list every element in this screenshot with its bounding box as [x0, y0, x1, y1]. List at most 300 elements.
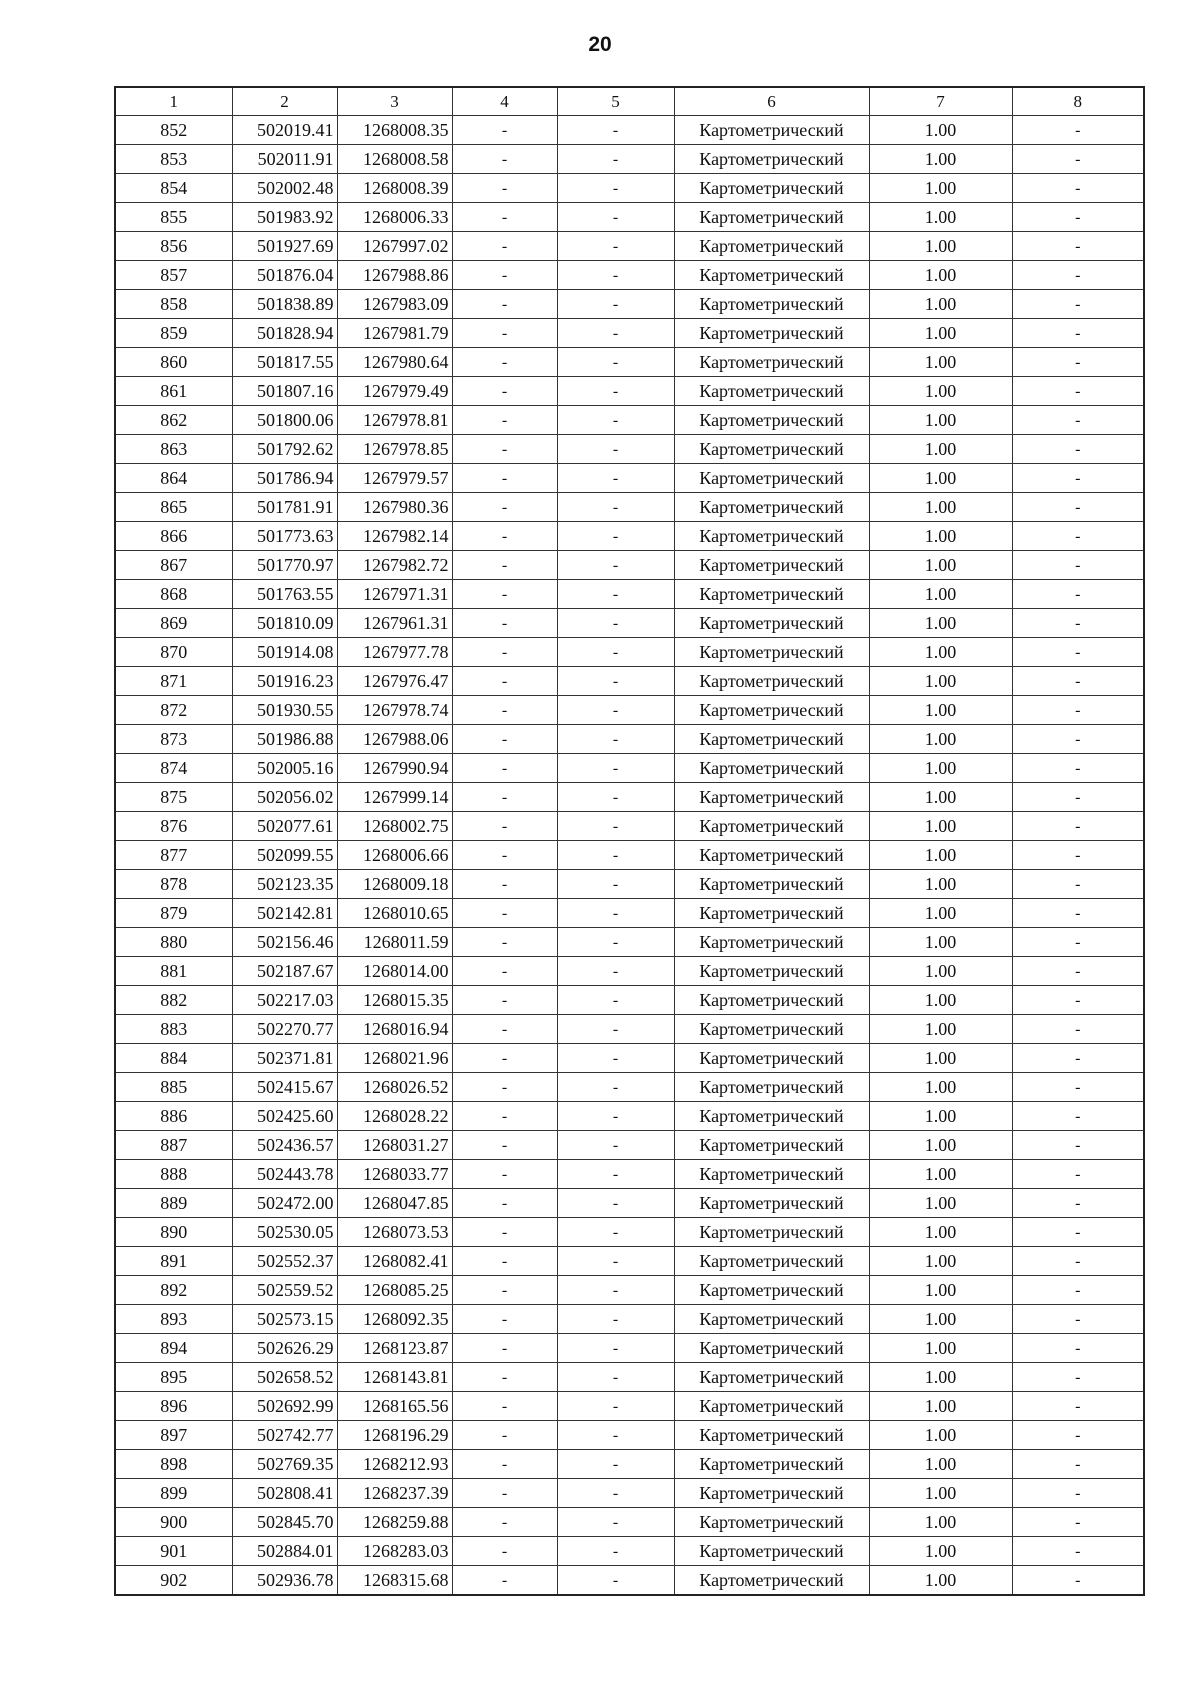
col5-cell: - [557, 1073, 674, 1102]
col5-cell: - [557, 986, 674, 1015]
point-number-cell: 882 [115, 986, 232, 1015]
col4-cell: - [452, 493, 557, 522]
accuracy-cell: 1.00 [869, 1131, 1012, 1160]
col8-cell: - [1012, 493, 1144, 522]
col5-cell: - [557, 116, 674, 145]
accuracy-cell: 1.00 [869, 1073, 1012, 1102]
y-coordinate-cell: 1267982.72 [337, 551, 452, 580]
col8-cell: - [1012, 1305, 1144, 1334]
accuracy-cell: 1.00 [869, 725, 1012, 754]
column-header-7: 7 [869, 87, 1012, 116]
column-header-8: 8 [1012, 87, 1144, 116]
y-coordinate-cell: 1268212.93 [337, 1450, 452, 1479]
col5-cell: - [557, 609, 674, 638]
col5-cell: - [557, 551, 674, 580]
table-row [115, 1392, 1144, 1421]
col5-cell: - [557, 580, 674, 609]
col5-cell: - [557, 1247, 674, 1276]
table-row [115, 1102, 1144, 1131]
point-number-cell: 897 [115, 1421, 232, 1450]
method-cell: Картометрический [674, 1392, 869, 1421]
point-number-cell: 867 [115, 551, 232, 580]
x-coordinate-cell: 502099.55 [232, 841, 337, 870]
col5-cell: - [557, 522, 674, 551]
point-number-cell: 887 [115, 1131, 232, 1160]
column-header-5: 5 [557, 87, 674, 116]
method-cell: Картометрический [674, 899, 869, 928]
accuracy-cell: 1.00 [869, 580, 1012, 609]
col4-cell: - [452, 406, 557, 435]
accuracy-cell: 1.00 [869, 1305, 1012, 1334]
x-coordinate-cell: 501914.08 [232, 638, 337, 667]
method-cell: Картометрический [674, 1015, 869, 1044]
table-row [115, 1218, 1144, 1247]
col4-cell: - [452, 116, 557, 145]
point-number-cell: 894 [115, 1334, 232, 1363]
col5-cell: - [557, 638, 674, 667]
table-row [115, 725, 1144, 754]
table-row [115, 609, 1144, 638]
col4-cell: - [452, 1160, 557, 1189]
method-cell: Картометрический [674, 174, 869, 203]
accuracy-cell: 1.00 [869, 1392, 1012, 1421]
col4-cell: - [452, 754, 557, 783]
point-number-cell: 885 [115, 1073, 232, 1102]
y-coordinate-cell: 1268092.35 [337, 1305, 452, 1334]
x-coordinate-cell: 502658.52 [232, 1363, 337, 1392]
method-cell: Картометрический [674, 1247, 869, 1276]
method-cell: Картометрический [674, 1537, 869, 1566]
accuracy-cell: 1.00 [869, 1450, 1012, 1479]
col5-cell: - [557, 203, 674, 232]
method-cell: Картометрический [674, 1508, 869, 1537]
col5-cell: - [557, 928, 674, 957]
col4-cell: - [452, 580, 557, 609]
accuracy-cell: 1.00 [869, 1189, 1012, 1218]
col8-cell: - [1012, 957, 1144, 986]
accuracy-cell: 1.00 [869, 319, 1012, 348]
x-coordinate-cell: 502692.99 [232, 1392, 337, 1421]
method-cell: Картометрический [674, 435, 869, 464]
point-number-cell: 893 [115, 1305, 232, 1334]
y-coordinate-cell: 1267976.47 [337, 667, 452, 696]
point-number-cell: 879 [115, 899, 232, 928]
y-coordinate-cell: 1267990.94 [337, 754, 452, 783]
accuracy-cell: 1.00 [869, 145, 1012, 174]
y-coordinate-cell: 1267983.09 [337, 290, 452, 319]
col8-cell: - [1012, 1363, 1144, 1392]
col8-cell: - [1012, 1276, 1144, 1305]
point-number-cell: 857 [115, 261, 232, 290]
table-row [115, 1305, 1144, 1334]
col8-cell: - [1012, 1073, 1144, 1102]
accuracy-cell: 1.00 [869, 1334, 1012, 1363]
method-cell: Картометрический [674, 725, 869, 754]
col5-cell: - [557, 1479, 674, 1508]
y-coordinate-cell: 1268237.39 [337, 1479, 452, 1508]
col5-cell: - [557, 435, 674, 464]
method-cell: Картометрический [674, 1044, 869, 1073]
point-number-cell: 856 [115, 232, 232, 261]
y-coordinate-cell: 1267988.86 [337, 261, 452, 290]
x-coordinate-cell: 502425.60 [232, 1102, 337, 1131]
table-header [115, 87, 1144, 116]
point-number-cell: 866 [115, 522, 232, 551]
col4-cell: - [452, 1131, 557, 1160]
y-coordinate-cell: 1268143.81 [337, 1363, 452, 1392]
col4-cell: - [452, 1218, 557, 1247]
col5-cell: - [557, 1392, 674, 1421]
accuracy-cell: 1.00 [869, 1363, 1012, 1392]
col5-cell: - [557, 1450, 674, 1479]
col5-cell: - [557, 812, 674, 841]
column-header-1: 1 [115, 87, 232, 116]
col4-cell: - [452, 174, 557, 203]
accuracy-cell: 1.00 [869, 609, 1012, 638]
col5-cell: - [557, 1305, 674, 1334]
table-row [115, 1363, 1144, 1392]
col4-cell: - [452, 1537, 557, 1566]
y-coordinate-cell: 1267978.85 [337, 435, 452, 464]
method-cell: Картометрический [674, 1479, 869, 1508]
y-coordinate-cell: 1267982.14 [337, 522, 452, 551]
col4-cell: - [452, 638, 557, 667]
accuracy-cell: 1.00 [869, 348, 1012, 377]
x-coordinate-cell: 502156.46 [232, 928, 337, 957]
table-row [115, 1131, 1144, 1160]
point-number-cell: 902 [115, 1566, 232, 1596]
col4-cell: - [452, 1508, 557, 1537]
col4-cell: - [452, 377, 557, 406]
method-cell: Картометрический [674, 957, 869, 986]
point-number-cell: 868 [115, 580, 232, 609]
col5-cell: - [557, 899, 674, 928]
table-row [115, 754, 1144, 783]
x-coordinate-cell: 501983.92 [232, 203, 337, 232]
point-number-cell: 901 [115, 1537, 232, 1566]
col4-cell: - [452, 1073, 557, 1102]
accuracy-cell: 1.00 [869, 1479, 1012, 1508]
method-cell: Картометрический [674, 464, 869, 493]
col5-cell: - [557, 1276, 674, 1305]
col8-cell: - [1012, 754, 1144, 783]
table-row [115, 406, 1144, 435]
point-number-cell: 895 [115, 1363, 232, 1392]
col4-cell: - [452, 261, 557, 290]
col4-cell: - [452, 986, 557, 1015]
col8-cell: - [1012, 899, 1144, 928]
x-coordinate-cell: 502123.35 [232, 870, 337, 899]
point-number-cell: 865 [115, 493, 232, 522]
table-row [115, 377, 1144, 406]
accuracy-cell: 1.00 [869, 957, 1012, 986]
point-number-cell: 890 [115, 1218, 232, 1247]
col5-cell: - [557, 145, 674, 174]
y-coordinate-cell: 1268026.52 [337, 1073, 452, 1102]
col8-cell: - [1012, 145, 1144, 174]
col5-cell: - [557, 290, 674, 319]
y-coordinate-cell: 1268196.29 [337, 1421, 452, 1450]
accuracy-cell: 1.00 [869, 435, 1012, 464]
x-coordinate-cell: 501828.94 [232, 319, 337, 348]
accuracy-cell: 1.00 [869, 522, 1012, 551]
col8-cell: - [1012, 725, 1144, 754]
col4-cell: - [452, 145, 557, 174]
table-row [115, 493, 1144, 522]
point-number-cell: 876 [115, 812, 232, 841]
table-row [115, 580, 1144, 609]
point-number-cell: 855 [115, 203, 232, 232]
y-coordinate-cell: 1268016.94 [337, 1015, 452, 1044]
accuracy-cell: 1.00 [869, 841, 1012, 870]
y-coordinate-cell: 1267979.57 [337, 464, 452, 493]
x-coordinate-cell: 501770.97 [232, 551, 337, 580]
accuracy-cell: 1.00 [869, 783, 1012, 812]
method-cell: Картометрический [674, 812, 869, 841]
col8-cell: - [1012, 1566, 1144, 1596]
point-number-cell: 854 [115, 174, 232, 203]
table-row [115, 1479, 1144, 1508]
x-coordinate-cell: 502559.52 [232, 1276, 337, 1305]
accuracy-cell: 1.00 [869, 174, 1012, 203]
accuracy-cell: 1.00 [869, 1044, 1012, 1073]
col4-cell: - [452, 725, 557, 754]
accuracy-cell: 1.00 [869, 870, 1012, 899]
col5-cell: - [557, 1508, 674, 1537]
accuracy-cell: 1.00 [869, 1247, 1012, 1276]
accuracy-cell: 1.00 [869, 899, 1012, 928]
method-cell: Картометрический [674, 203, 869, 232]
x-coordinate-cell: 501810.09 [232, 609, 337, 638]
col4-cell: - [452, 319, 557, 348]
col4-cell: - [452, 522, 557, 551]
x-coordinate-cell: 502472.00 [232, 1189, 337, 1218]
x-coordinate-cell: 501930.55 [232, 696, 337, 725]
x-coordinate-cell: 501986.88 [232, 725, 337, 754]
x-coordinate-cell: 502552.37 [232, 1247, 337, 1276]
col5-cell: - [557, 319, 674, 348]
x-coordinate-cell: 502436.57 [232, 1131, 337, 1160]
method-cell: Картометрический [674, 145, 869, 174]
col5-cell: - [557, 1015, 674, 1044]
y-coordinate-cell: 1267977.78 [337, 638, 452, 667]
col8-cell: - [1012, 116, 1144, 145]
col5-cell: - [557, 1102, 674, 1131]
x-coordinate-cell: 502884.01 [232, 1537, 337, 1566]
col5-cell: - [557, 696, 674, 725]
x-coordinate-cell: 502742.77 [232, 1421, 337, 1450]
col4-cell: - [452, 870, 557, 899]
y-coordinate-cell: 1267978.74 [337, 696, 452, 725]
table-row [115, 667, 1144, 696]
method-cell: Картометрический [674, 116, 869, 145]
table-row [115, 696, 1144, 725]
y-coordinate-cell: 1268008.39 [337, 174, 452, 203]
y-coordinate-cell: 1267978.81 [337, 406, 452, 435]
method-cell: Картометрический [674, 406, 869, 435]
x-coordinate-cell: 502005.16 [232, 754, 337, 783]
col4-cell: - [452, 1450, 557, 1479]
y-coordinate-cell: 1268008.35 [337, 116, 452, 145]
table-row [115, 522, 1144, 551]
method-cell: Картометрический [674, 580, 869, 609]
accuracy-cell: 1.00 [869, 1218, 1012, 1247]
accuracy-cell: 1.00 [869, 638, 1012, 667]
method-cell: Картометрический [674, 1334, 869, 1363]
col8-cell: - [1012, 290, 1144, 319]
col4-cell: - [452, 203, 557, 232]
accuracy-cell: 1.00 [869, 1276, 1012, 1305]
method-cell: Картометрический [674, 986, 869, 1015]
y-coordinate-cell: 1267961.31 [337, 609, 452, 638]
accuracy-cell: 1.00 [869, 377, 1012, 406]
accuracy-cell: 1.00 [869, 1160, 1012, 1189]
accuracy-cell: 1.00 [869, 203, 1012, 232]
table-row [115, 1015, 1144, 1044]
column-header-3: 3 [337, 87, 452, 116]
table-row [115, 464, 1144, 493]
method-cell: Картометрический [674, 1276, 869, 1305]
point-number-cell: 900 [115, 1508, 232, 1537]
table-row [115, 1276, 1144, 1305]
col4-cell: - [452, 1189, 557, 1218]
col5-cell: - [557, 348, 674, 377]
x-coordinate-cell: 502808.41 [232, 1479, 337, 1508]
accuracy-cell: 1.00 [869, 1566, 1012, 1596]
method-cell: Картометрический [674, 348, 869, 377]
method-cell: Картометрический [674, 1160, 869, 1189]
point-number-cell: 861 [115, 377, 232, 406]
point-number-cell: 889 [115, 1189, 232, 1218]
col8-cell: - [1012, 261, 1144, 290]
x-coordinate-cell: 501838.89 [232, 290, 337, 319]
point-number-cell: 891 [115, 1247, 232, 1276]
x-coordinate-cell: 502573.15 [232, 1305, 337, 1334]
table-row [115, 174, 1144, 203]
x-coordinate-cell: 501916.23 [232, 667, 337, 696]
col4-cell: - [452, 1305, 557, 1334]
y-coordinate-cell: 1268006.66 [337, 841, 452, 870]
point-number-cell: 870 [115, 638, 232, 667]
table-row [115, 435, 1144, 464]
x-coordinate-cell: 501876.04 [232, 261, 337, 290]
y-coordinate-cell: 1268085.25 [337, 1276, 452, 1305]
y-coordinate-cell: 1268082.41 [337, 1247, 452, 1276]
accuracy-cell: 1.00 [869, 1508, 1012, 1537]
col4-cell: - [452, 1015, 557, 1044]
page-number: 20 [588, 33, 612, 56]
table-row [115, 986, 1144, 1015]
y-coordinate-cell: 1268315.68 [337, 1566, 452, 1596]
x-coordinate-cell: 501800.06 [232, 406, 337, 435]
y-coordinate-cell: 1267999.14 [337, 783, 452, 812]
point-number-cell: 896 [115, 1392, 232, 1421]
accuracy-cell: 1.00 [869, 261, 1012, 290]
y-coordinate-cell: 1268073.53 [337, 1218, 452, 1247]
table-row [115, 783, 1144, 812]
point-number-cell: 874 [115, 754, 232, 783]
y-coordinate-cell: 1268008.58 [337, 145, 452, 174]
col5-cell: - [557, 957, 674, 986]
col8-cell: - [1012, 203, 1144, 232]
table-row [115, 116, 1144, 145]
table-row [115, 290, 1144, 319]
table-body [115, 116, 1144, 1596]
x-coordinate-cell: 502769.35 [232, 1450, 337, 1479]
column-header-4: 4 [452, 87, 557, 116]
point-number-cell: 873 [115, 725, 232, 754]
x-coordinate-cell: 502217.03 [232, 986, 337, 1015]
col4-cell: - [452, 551, 557, 580]
method-cell: Картометрический [674, 1305, 869, 1334]
table-row [115, 1421, 1144, 1450]
col8-cell: - [1012, 841, 1144, 870]
table-row [115, 319, 1144, 348]
col8-cell: - [1012, 696, 1144, 725]
table-row [115, 232, 1144, 261]
col4-cell: - [452, 1102, 557, 1131]
col8-cell: - [1012, 1392, 1144, 1421]
col5-cell: - [557, 783, 674, 812]
col5-cell: - [557, 232, 674, 261]
table-row [115, 1334, 1144, 1363]
point-number-cell: 860 [115, 348, 232, 377]
col8-cell: - [1012, 1508, 1144, 1537]
table-row [115, 812, 1144, 841]
col5-cell: - [557, 1421, 674, 1450]
col8-cell: - [1012, 319, 1144, 348]
col4-cell: - [452, 232, 557, 261]
y-coordinate-cell: 1268033.77 [337, 1160, 452, 1189]
col5-cell: - [557, 493, 674, 522]
table-row [115, 261, 1144, 290]
col8-cell: - [1012, 1537, 1144, 1566]
x-coordinate-cell: 502371.81 [232, 1044, 337, 1073]
col4-cell: - [452, 348, 557, 377]
col4-cell: - [452, 1044, 557, 1073]
accuracy-cell: 1.00 [869, 928, 1012, 957]
point-number-cell: 864 [115, 464, 232, 493]
method-cell: Картометрический [674, 667, 869, 696]
x-coordinate-cell: 501817.55 [232, 348, 337, 377]
method-cell: Картометрический [674, 1363, 869, 1392]
y-coordinate-cell: 1267980.64 [337, 348, 452, 377]
table-row [115, 203, 1144, 232]
method-cell: Картометрический [674, 870, 869, 899]
col8-cell: - [1012, 551, 1144, 580]
col8-cell: - [1012, 174, 1144, 203]
x-coordinate-cell: 501786.94 [232, 464, 337, 493]
col8-cell: - [1012, 232, 1144, 261]
accuracy-cell: 1.00 [869, 696, 1012, 725]
coordinates-table [114, 86, 1145, 1596]
column-header-6: 6 [674, 87, 869, 116]
x-coordinate-cell: 501763.55 [232, 580, 337, 609]
y-coordinate-cell: 1268021.96 [337, 1044, 452, 1073]
y-coordinate-cell: 1268028.22 [337, 1102, 452, 1131]
point-number-cell: 859 [115, 319, 232, 348]
col8-cell: - [1012, 1131, 1144, 1160]
accuracy-cell: 1.00 [869, 232, 1012, 261]
y-coordinate-cell: 1267981.79 [337, 319, 452, 348]
table-row [115, 1537, 1144, 1566]
point-number-cell: 853 [115, 145, 232, 174]
point-number-cell: 875 [115, 783, 232, 812]
col8-cell: - [1012, 1102, 1144, 1131]
col5-cell: - [557, 1189, 674, 1218]
x-coordinate-cell: 502187.67 [232, 957, 337, 986]
accuracy-cell: 1.00 [869, 464, 1012, 493]
